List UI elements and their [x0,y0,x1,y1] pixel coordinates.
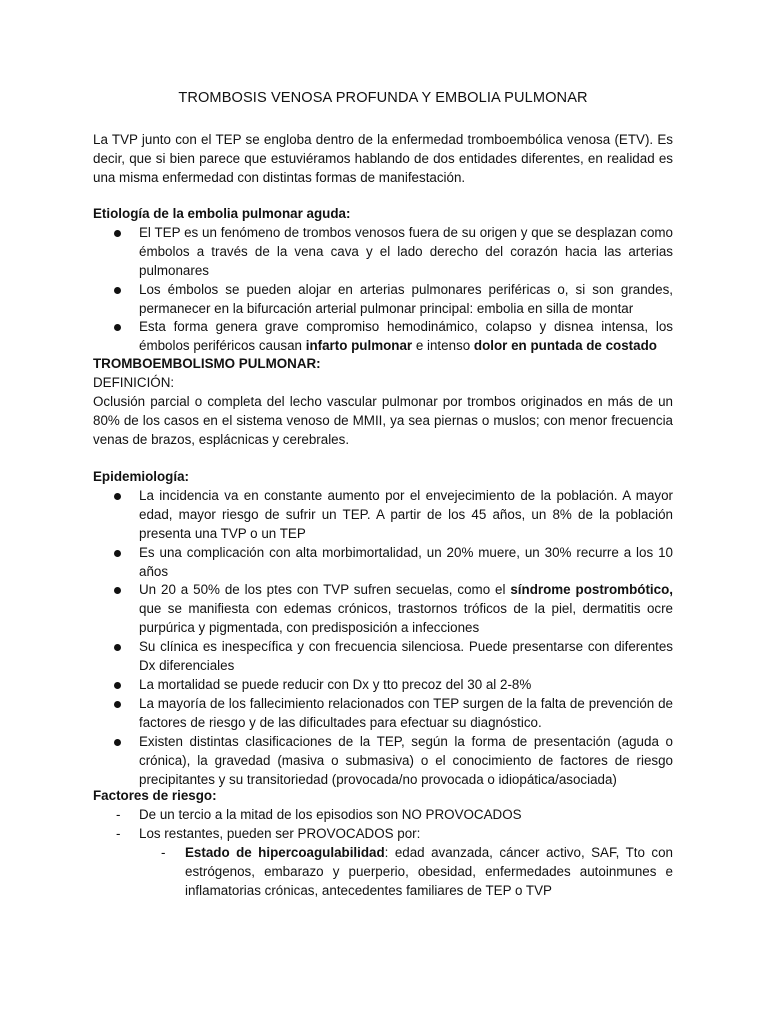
list-item [93,581,673,638]
risk-section [93,787,673,900]
list-item [93,281,673,319]
intro-paragraph: La TVP junto con el TEP se engloba dentro de la enfermedad tromboembólica venosa (ETV). Es decir, que si bien parece que estuviéramos hablando de dos entidades diferentes, en realidad es una misma enfermedad con distintas formas de manifestación. [93,132,673,185]
bullet-icon [114,550,121,557]
emphasis-text: Estado de hipercoagulabilidad [185,844,385,860]
list-item [93,695,673,733]
list-item-text: : edad avanzada, cáncer activo, SAF, Tto con estrógenos, embarazo y puerperio, obesidad, enfermedades autoinmunes e inflamatorias crónicas, antecedentes familiares de TEP o TVP [185,844,673,898]
epidemiology-section [93,468,673,789]
epidemiology-heading: Epidemiología: [93,469,189,484]
risk-sublist [93,844,673,901]
risk-heading: Factores de riesgo: [93,788,217,803]
list-item-text: Los restantes, pueden ser PROVOCADOS por: [139,825,421,841]
etiology-list [93,224,673,356]
sub-list-item [93,844,673,901]
list-item-text: La incidencia va en constante aumento por el envejecimiento de la población. A mayor edad, mayor riesgo de sufrir un TEP. A partir de los 45 años, un 8% de la población presenta una TVP o un TEP [139,487,673,541]
dash-icon: - [116,825,121,841]
risk-list [93,806,673,844]
list-item-text: Esta forma genera grave compromiso hemodinámico, colapso y disnea intensa, los émbolos periféricos causan [139,319,673,354]
list-item-text: Es una complicación con alta morbimortalidad, un 20% muere, un 30% recurre a los 10 años [139,544,673,579]
bullet-icon [114,324,121,331]
list-item [93,825,673,844]
list-item [93,487,673,544]
list-item-text: La mortalidad se puede reducir con Dx y tto precoz del 30 al 2-8% [139,676,532,692]
etiology-heading: Etiología de la embolia pulmonar aguda: [93,206,351,221]
list-item [93,224,673,281]
list-item-text: De un tercio a la mitad de los episodios son NO PROVOCADOS [139,806,522,822]
list-item-text: e intenso [412,338,474,354]
bullet-icon [114,644,121,651]
emphasis-text: dolor en puntada de costado [473,338,657,354]
list-item-text: El TEP es un fenómeno de trombos venosos fuera de su origen y que se desplazan como émbolos a través de la vena cava y el lado derecho del corazón hacia las arterias pulmonares [139,224,673,278]
definition-paragraph: Oclusión parcial o completa del lecho vascular pulmonar por trombos originados en más de un 80% de los casos en el sistema venoso de MMII, ya sea piernas o muslos; con menor frecuencia venas de brazos, esplácnicas y cerebrales. [93,393,673,447]
list-item [93,806,673,825]
list-item-text: Un 20 a 50% de los ptes con TVP sufren secuelas, como el [139,582,511,598]
dash-icon: - [161,844,166,860]
emphasis-text: síndrome postrombótico, [510,582,673,598]
definition-label: DEFINICIÓN: [93,374,175,390]
tep-section [93,355,673,450]
etiology-section [93,205,673,356]
list-item [93,638,673,676]
epidemiology-list [93,487,673,790]
list-item-text: Existen distintas clasificaciones de la TEP, según la forma de presentación (aguda o crónica), la gravedad (masiva o submasiva) o el conocimiento de factores de riesgo precipitantes y su transitoriedad (provocada/no provocada o idiopática/asociada) [139,733,673,787]
list-item [93,676,673,695]
bullet-icon [114,493,121,500]
list-item-text: Los émbolos se pueden alojar en arterias pulmonares periféricas o, si son grandes, permanecer en la bifurcación arterial pulmonar principal: embolia en silla de montar [139,281,673,316]
bullet-icon [114,230,121,237]
bullet-icon [114,287,121,294]
list-item [93,733,673,790]
list-item [93,544,673,582]
bullet-icon [114,739,121,746]
document-title: TROMBOSIS VENOSA PROFUNDA Y EMBOLIA PULMONAR [178,90,588,106]
tep-heading: TROMBOEMBOLISMO PULMONAR: [93,356,321,371]
bullet-icon [114,682,121,689]
dash-icon: - [116,806,121,822]
bullet-icon [114,701,121,708]
list-item [93,318,673,356]
intro-section [93,131,673,188]
emphasis-text: infarto pulmonar [305,338,413,354]
list-item-text: que se manifiesta con edemas crónicos, trastornos tróficos de la piel, dermatitis ocre purpúrica y pigmentada, con predisposición a infecciones [139,601,673,636]
list-item-text: Su clínica es inespecífica y con frecuencia silenciosa. Puede presentarse con diferentes Dx diferenciales [139,639,673,674]
bullet-icon [114,587,121,594]
list-item-text: La mayoría de los fallecimiento relacionados con TEP surgen de la falta de prevención de factores de riesgo y de las dificultades para efectuar su diagnóstico. [139,695,673,730]
